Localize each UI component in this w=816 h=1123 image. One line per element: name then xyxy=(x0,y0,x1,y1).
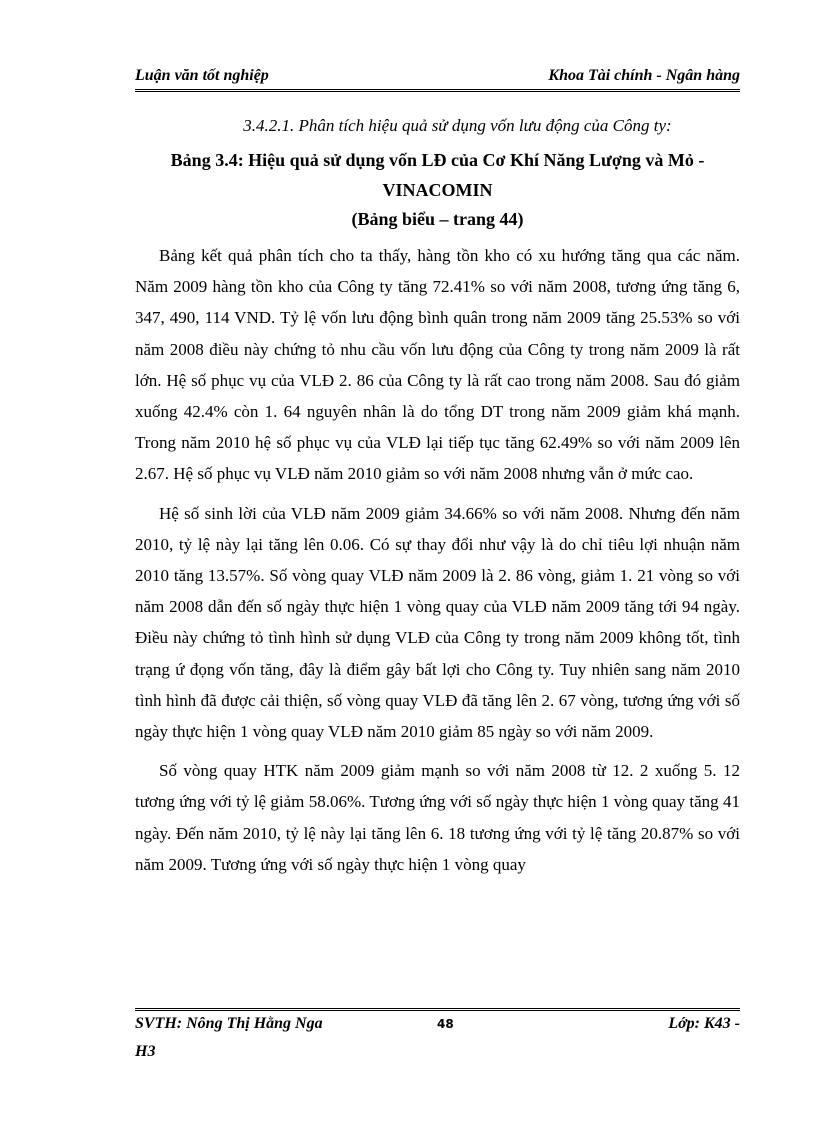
footer-class-label: Lớp: K43 - xyxy=(668,1015,740,1032)
header-rule xyxy=(135,89,740,92)
footer-rule xyxy=(135,1008,740,1011)
page-number: 48 xyxy=(437,1017,454,1031)
section-title: 3.4.2.1. Phân tích hiệu quả sử dụng vốn lưu động của Công ty: xyxy=(243,116,672,135)
page-header xyxy=(135,67,740,89)
table-caption-line1: Bảng 3.4: Hiệu quả sử dụng vốn LĐ của Cơ Khí Năng Lượng và Mỏ - xyxy=(170,150,705,170)
header-thesis-label: Luận văn tốt nghiệp xyxy=(135,67,269,84)
header-faculty-label: Khoa Tài chính - Ngân hàng xyxy=(548,67,740,84)
table-caption-line2: VINACOMIN xyxy=(382,180,493,200)
paragraph-profitability: Hệ số sinh lời của VLĐ năm 2009 giảm 34.66% so với năm 2008. Nhưng đến năm 2010, tỷ lệ này lại tăng lên 0.06. Có sự thay đổi như vậy là do chỉ tiêu lợi nhuận năm 2010 tăng 13.57%. Số vòng quay VLĐ năm 2009 là 2. 86 vòng, giảm 1. 21 vòng so với năm 2008 dẫn đến số ngày thực hiện 1 vòng quay của VLĐ năm 2009 tăng tới 94 ngày. Điều này chứng tỏ tình hình sử dụng VLĐ của Công ty trong năm 2009 không tốt, tình trạng ứ đọng vốn tăng, đây là điểm gây bất lợi cho Công ty. Tuy nhiên sang năm 2010 tình hình đã được cải thiện, số vòng quay VLĐ đã tăng lên 2. 67 vòng, tương ứng với số ngày thực hiện 1 vòng quay VLĐ năm 2010 giảm 85 ngày so với năm 2009. xyxy=(135,503,740,742)
paragraph-inventory-turnover: Số vòng quay HTK năm 2009 giảm mạnh so với năm 2008 từ 12. 2 xuống 5. 12 tương ứng với tỷ lệ giảm 58.06%. Tương ứng với số ngày thực hiện 1 vòng quay tăng 41 ngày. Đến năm 2010, tỷ lệ này lại tăng lên 6. 18 tương ứng với tỷ lệ tăng 20.87% so với năm 2009. Tương ứng với số ngày thực hiện 1 vòng quay xyxy=(135,761,740,874)
paragraph-inventory: Bảng kết quả phân tích cho ta thấy, hàng tồn kho có xu hướng tăng qua các năm. Năm 2009 hàng tồn kho của Công ty tăng 72.41% so với năm 2008, tương ứng tăng 6, 347, 490, 114 VND. Tỷ lệ vốn lưu động bình quân trong năm 2009 tăng 25.53% so với năm 2008 điều này chứng tỏ nhu cầu vốn lưu động của Công ty trong năm 2009 là rất lớn. Hệ số phục vụ của VLĐ 2. 86 của Công ty là rất cao trong năm 2008. Sau đó giảm xuống 42.4% còn 1. 64 nguyên nhân là do tổng DT trong năm 2009 giảm khá mạnh. Trong năm 2010 hệ số phục vụ của VLĐ lại tiếp tục tăng 62.49% so với năm 2009 lên 2.67. Hệ số phục vụ VLĐ năm 2010 giảm so với năm 2008 nhưng vẫn ở mức cao. xyxy=(135,246,740,484)
table-caption-reference: (Bảng biểu – trang 44) xyxy=(351,209,524,229)
footer-class-suffix: H3 xyxy=(135,1043,156,1060)
page-footer xyxy=(135,1015,740,1075)
body-text xyxy=(135,240,740,888)
footer-student-name: SVTH: Nông Thị Hằng Nga xyxy=(135,1015,323,1032)
